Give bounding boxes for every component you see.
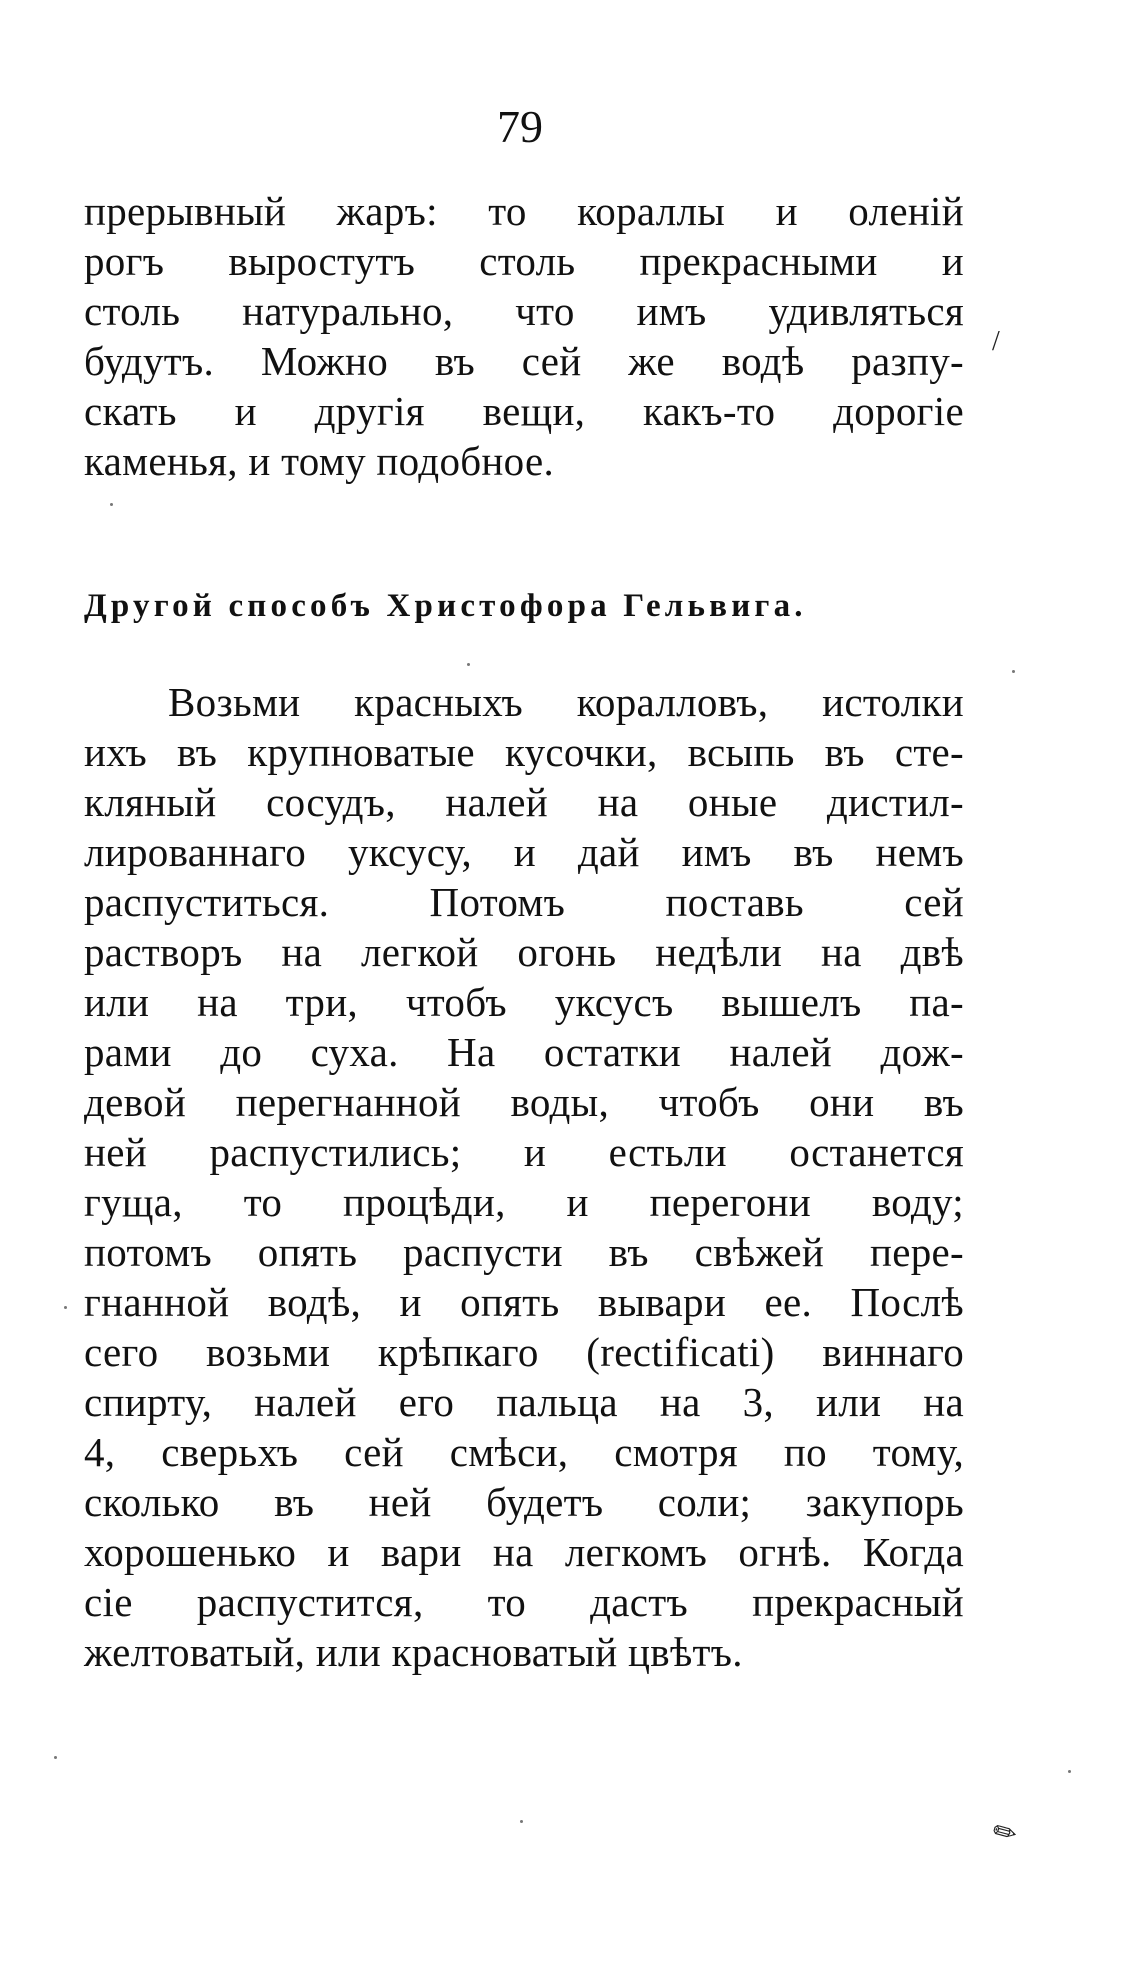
text-line: распуститься. Потомъ поставь сей [84, 879, 964, 925]
text-line: сiе распустится, то дастъ прекрасный [84, 1579, 964, 1625]
text-line: желтоватый, или красноватый цвѣтъ. [84, 1629, 743, 1675]
text-line: лированнаго уксусу, и дай имъ въ немъ [84, 829, 964, 875]
scan-speck [64, 1306, 67, 1309]
scan-speck [1068, 1770, 1071, 1773]
recipe-paragraph [84, 677, 964, 1677]
text-line: ней распустились; и естьли останется [84, 1129, 964, 1175]
section-heading: Другой способъ Христофора Гельвига. [84, 588, 807, 624]
text-line: растворъ на легкой огонь недѣли на двѣ [84, 929, 964, 975]
text-line: девой перегнанной воды, чтобъ они въ [84, 1079, 964, 1125]
text-line: сего возьми крѣпкаго (rectificati) виннаго [84, 1329, 964, 1375]
text-line: прерывный жаръ: то кораллы и оленiй [84, 188, 964, 234]
text-line: ихъ въ крупноватые кусочки, всыпь въ сте- [84, 729, 964, 775]
text-line: будутъ. Можно въ сей же водѣ разпу- [84, 338, 964, 384]
text-line: гуща, то процѣди, и перегони воду; [84, 1179, 964, 1225]
continued-paragraph [84, 186, 964, 486]
scan-mark: ✎ [987, 1814, 1024, 1853]
text-line: столь натурально, что имъ удивляться [84, 288, 964, 334]
scan-speck [110, 503, 113, 506]
scan-speck [1012, 670, 1015, 673]
text-line: Возьми красныхъ коралловъ, истолки [168, 679, 964, 725]
text-line: хорошенько и вари на легкомъ огнѣ. Когда [84, 1529, 964, 1575]
text-line: сколько въ ней будетъ соли; закупорь [84, 1479, 964, 1525]
text-line: потомъ опять распусти въ свѣжей пере- [84, 1229, 964, 1275]
text-line: 4, сверьхъ сей смѣси, смотря по тому, [84, 1429, 964, 1475]
scan-mark: / [992, 326, 1000, 357]
text-line: или на три, чтобъ уксусъ вышелъ па- [84, 979, 964, 1025]
text-line: каменья, и тому подобное. [84, 438, 554, 484]
text-line: рогъ выростутъ столь прекрасными и [84, 238, 964, 284]
text-line: скать и другiя вещи, какъ-то дорогiе [84, 388, 964, 434]
text-line: рами до суха. На остатки налей дож- [84, 1029, 964, 1075]
page-number: 79 [497, 101, 543, 152]
text-line: спирту, налей его пальца на 3, или на [84, 1379, 964, 1425]
scan-speck [520, 1820, 523, 1823]
text-line: гнанной водѣ, и опять вывари ее. Послѣ [84, 1279, 964, 1325]
text-line: кляный сосудъ, налей на оные дистил- [84, 779, 964, 825]
scan-speck [467, 663, 470, 666]
scan-speck [54, 1756, 57, 1759]
